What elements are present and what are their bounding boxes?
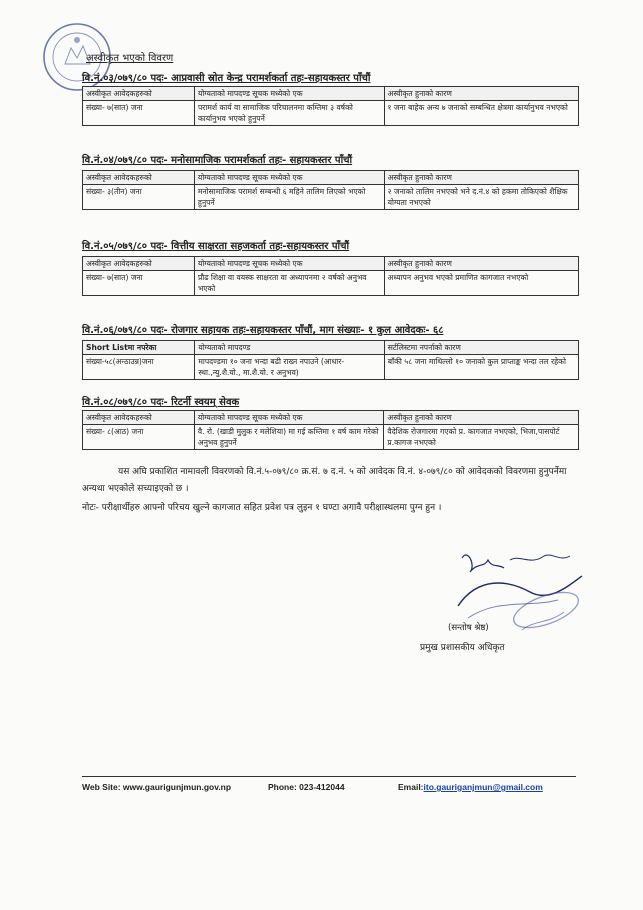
reason-cell: २ जनाको तालिम नभएको भने द.नं.४ को हकमा तोकिएको शैक्षिक योग्यता नभएको xyxy=(384,185,578,210)
count-cell: संख्या- ७(सात) जना xyxy=(83,101,195,126)
header-cell: अस्वीकृत आवेदकहरुको xyxy=(83,411,195,425)
reason-cell: १ जना बाहेक अन्य ७ जनाको सम्बन्धित क्षेत्रमा कार्यानुभव नभएको xyxy=(384,101,578,126)
header-cell: योग्यताको मापदण्ड सूचक मध्येको एक xyxy=(194,257,384,271)
footer-divider xyxy=(82,776,576,777)
table-header-row xyxy=(83,171,579,185)
header-cell: योग्यताको मापदण्ड xyxy=(195,341,384,355)
section-heading: वि.नं.०६/०७९/८० पदः- रोजगार सहायक तहः-सहायकस्तर पाँचौं, माग संख्याः- १ कुल आवेदकः- ६८ xyxy=(82,325,444,336)
footer-email-link[interactable]: ito.gauriganjmun@gmail.com xyxy=(423,782,543,792)
document-title: अस्वीकृत भएको विवरण xyxy=(86,53,174,64)
rejection-table xyxy=(82,256,579,296)
footer-email-label: Email: xyxy=(398,782,424,792)
shortlist-table xyxy=(82,340,579,380)
rejection-table xyxy=(82,86,579,126)
header-cell: अस्वीकृत हुनाको कारण xyxy=(384,87,578,101)
criteria-cell: परामर्श कार्य वा सामाजिक परिचालनमा कम्तिमा ३ वर्षको कार्यानुभव भएको हुनुपर्ने xyxy=(194,101,384,126)
header-cell: Short Listमा नपरेका xyxy=(83,341,195,355)
criteria-cell: मापदण्डमा १० जना भन्दा बढी राख्न नपाउने (आधार-स्था.,न्यु.शै.यो., मा.शै.यो. र अनुभव) xyxy=(195,355,384,380)
criteria-cell: वै. रो. (खाडी मुलुक र मलेशिया) मा गई कम्तिमा १ वर्ष काम गरेको अनुभव हुनुपर्ने xyxy=(194,425,383,450)
reason-cell: बाँकी ५८ जना माथिल्लो १० जनाको कुल प्राप्ताङ्क भन्दा तल रहेको xyxy=(384,355,578,380)
section-heading: वि.नं.०४/०७९/८० पदः- मनोसामाजिक परामर्शकर्ता तहः- सहायकस्तर पाँचौं xyxy=(82,155,353,166)
criteria-cell: मनोसामाजिक परामर्श सम्बन्धी ६ महिने तालिम लिएको भएको हुनुपर्ने xyxy=(194,185,384,210)
header-cell: अस्वीकृत हुनाको कारण xyxy=(384,171,578,185)
footer-email xyxy=(398,782,543,792)
table-header-row xyxy=(83,341,579,355)
rejection-table xyxy=(82,410,579,450)
footer-phone: Phone: 023-412044 xyxy=(268,782,345,792)
count-cell: संख्या-५८(अन्ठाउन्न)जना xyxy=(83,355,195,380)
header-cell: योग्यताको मापदण्ड सूचक मध्येको एक xyxy=(194,171,384,185)
table-row xyxy=(83,425,579,450)
header-cell: अस्वीकृत आवेदकहरुको xyxy=(83,257,195,271)
count-cell: संख्या- ३(तीन) जना xyxy=(83,185,195,210)
reason-cell: अध्यापन अनुभव भएको प्रमाणित कागजात नभएको xyxy=(384,271,578,296)
header-cell: अस्वीकृत हुनाको कारण xyxy=(384,411,579,425)
table-row xyxy=(83,355,579,380)
header-cell: अस्वीकृत आवेदकहरुको xyxy=(83,87,195,101)
header-cell: योग्यताको मापदण्ड सूचक मध्येको एक xyxy=(194,87,384,101)
section-heading: वि.नं.०३/०७९/८० पदः- आप्रवासी स्रोत केन्द्र परामर्शकर्ता तहः-सहायकस्तर पाँचौं xyxy=(82,73,371,84)
count-cell: संख्या- ८(आठ) जना xyxy=(83,425,195,450)
table-header-row xyxy=(83,411,579,425)
section-heading: वि.नं.०५/०७९/८० पदः- वित्तीय साक्षरता सहजकर्ता तहः-सहायकस्तर पाँचौं xyxy=(82,241,350,252)
table-header-row xyxy=(83,257,579,271)
table-row xyxy=(83,185,579,210)
reason-cell: वैदेशिक रोजगारमा गएको प्र. कागजात नभएको, भिजा,पासपोर्ट प्र.कागज नभएको xyxy=(384,425,579,450)
count-cell: संख्या- ७(सात) जना xyxy=(83,271,195,296)
header-cell: योग्यताको मापदण्ड सूचक मध्येको एक xyxy=(194,411,383,425)
header-cell: अस्वीकृत आवेदकहरुको xyxy=(83,171,195,185)
note-paragraph: नोटः- परीक्षार्थीहरु आफ्नो परिचय खुल्ने कागजात सहित प्रवेश पत्र लुइन १ घण्टा अगावै परीक्षास्थलमा पुग्न हुन । xyxy=(82,503,442,513)
header-cell: सर्टलिस्टमा नपर्नाको कारण xyxy=(384,341,578,355)
signer-role: प्रमुख प्रशासकीय अधिकृत xyxy=(420,643,505,653)
header-cell: अस्वीकृत हुनाको कारण xyxy=(384,257,578,271)
footer-website: Web Site: www.gaurigunjmun.gov.np xyxy=(82,782,232,792)
section-heading: वि.नं.०८/०७९/८० पदः- रिटर्नी स्वयम् सेवक xyxy=(82,397,240,408)
signer-name: (सन्तोष श्रेष्ठ) xyxy=(448,623,489,633)
correction-paragraph: यस अघि प्रकाशित नामावली विवरणको वि.नं.५-०७९/८० क्र.सं. ७ द.नं. ५ को आवेदक वि.नं. ४-०७९/८० को आवेदकको विवरणमा हुनुपर्नेमा अन्यथा भएकोले सच्याइएको छ । xyxy=(82,467,567,494)
rejection-table xyxy=(82,170,579,210)
table-row xyxy=(83,101,579,126)
criteria-cell: प्रौढ शिक्षा वा वयस्क साक्षरता वा अध्यापनमा २ वर्षको अनुभव भएको xyxy=(194,271,384,296)
table-header-row xyxy=(83,87,579,101)
table-row xyxy=(83,271,579,296)
